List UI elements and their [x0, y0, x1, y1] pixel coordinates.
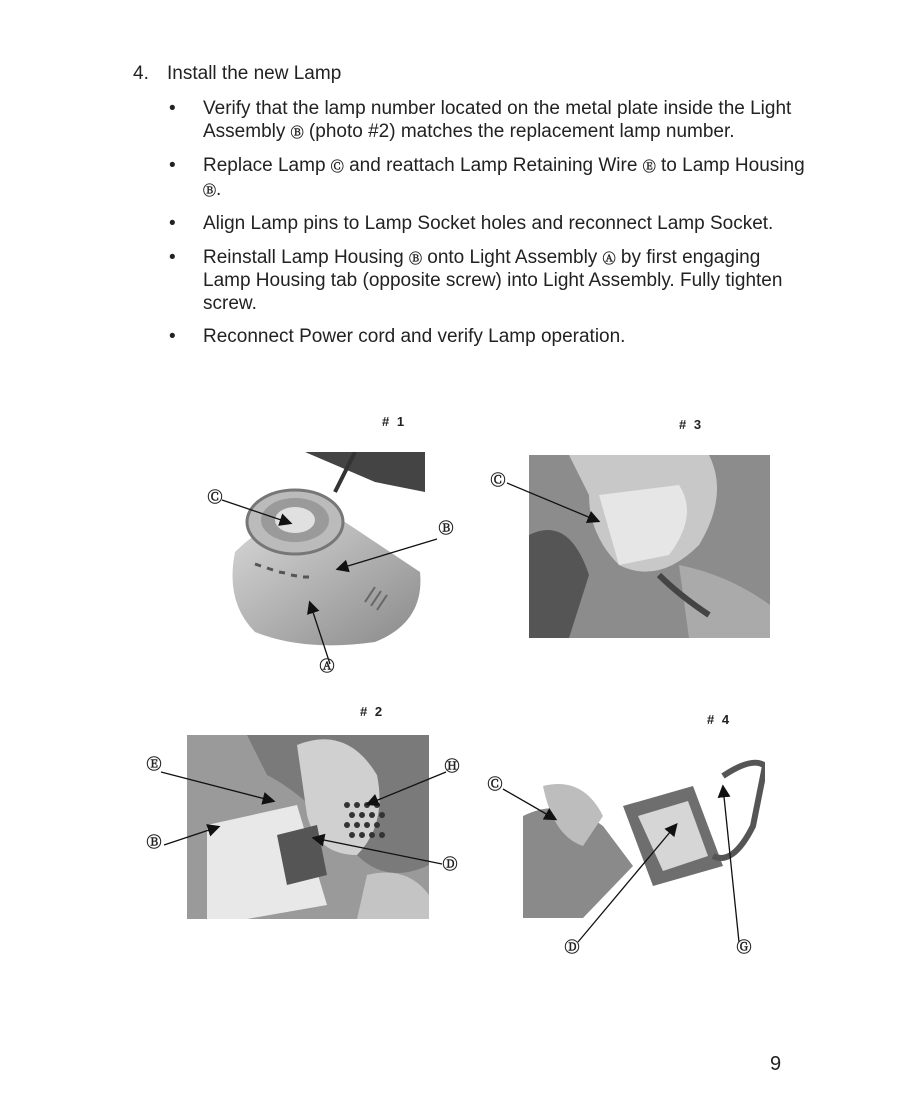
item-text: Align Lamp pins to Lamp Socket holes and reconnect Lamp Socket. — [203, 213, 774, 234]
part-marker: Ⓐ — [602, 250, 616, 266]
callout-b: Ⓑ — [438, 520, 454, 537]
photo-4-label: # 4 — [707, 712, 732, 727]
item-text: to Lamp Housing — [655, 155, 805, 176]
part-marker: Ⓔ — [642, 159, 656, 174]
item-text: Verify that the lamp number located on the metal plate inside the Light Assembly — [203, 98, 792, 142]
item-text: Reinstall Lamp Housing — [203, 246, 409, 268]
callout-h: Ⓗ — [444, 758, 460, 775]
photo-2-label: # 2 — [360, 704, 385, 719]
step-title: Install the new Lamp — [167, 63, 342, 84]
callout-g: Ⓖ — [736, 939, 752, 956]
item-text: by first engaging Lamp Housing tab (opposite screw) into Light Assembly. Fully tighten screw. — [203, 246, 783, 314]
page-number: 9 — [770, 1053, 782, 1075]
callout-c: Ⓒ — [207, 489, 223, 506]
part-marker: Ⓑ — [290, 124, 304, 140]
item-text: onto Light Assembly — [421, 246, 603, 268]
part-marker: Ⓑ — [408, 250, 422, 266]
callout-d: Ⓓ — [564, 939, 580, 956]
callout-b: Ⓑ — [146, 834, 162, 851]
callout-c: Ⓒ — [490, 472, 506, 489]
callout-d: Ⓓ — [442, 856, 458, 873]
item-text: Replace Lamp — [203, 155, 331, 176]
item-text: . — [216, 178, 222, 200]
callout-e: Ⓔ — [146, 756, 162, 773]
photo-1-label: # 1 — [382, 414, 407, 429]
part-marker: Ⓑ — [203, 182, 217, 198]
item-text: and reattach Lamp Retaining Wire — [343, 155, 643, 176]
item-text: (photo #2) matches the replacement lamp number. — [303, 120, 735, 142]
item-text: Reconnect Power cord and verify Lamp operation. — [203, 326, 626, 347]
callout-c: Ⓒ — [487, 776, 503, 793]
step-number: 4. — [133, 63, 149, 84]
callout-a: Ⓐ — [319, 658, 335, 675]
photo-3-label: # 3 — [679, 417, 704, 432]
part-marker: Ⓒ — [330, 159, 344, 174]
